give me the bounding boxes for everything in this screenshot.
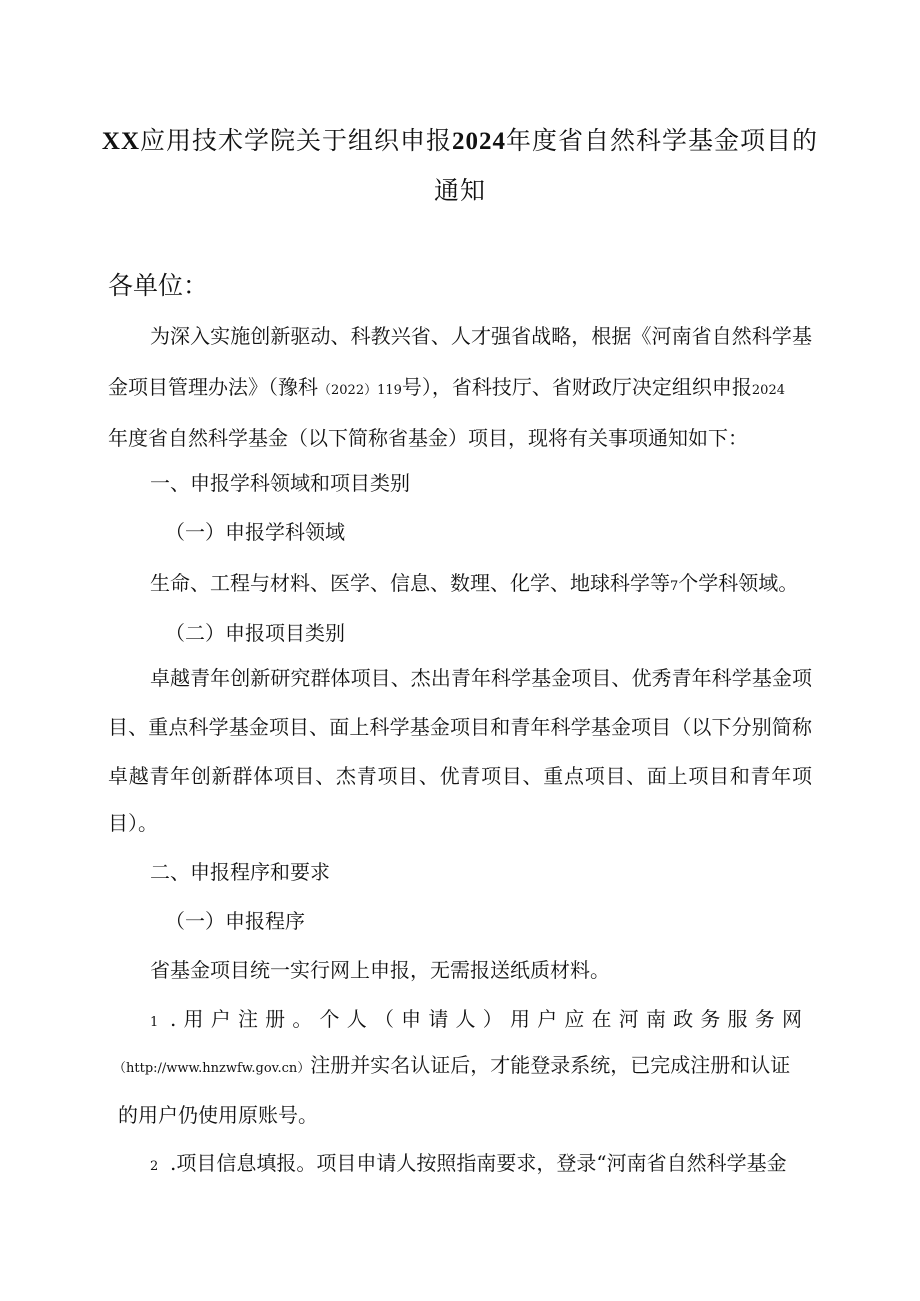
intro-2a: 金项目管理办法》（豫科 xyxy=(108,375,318,399)
step1-line-2 xyxy=(113,1055,813,1075)
step2-number: 2 xyxy=(150,1159,159,1174)
intro-line-1: 为深入实施创新驱动、科教兴省、人才强省战略，根据《河南省自然科学基 xyxy=(150,324,812,348)
intro-2d: 2024 xyxy=(751,383,785,398)
intro-line-2 xyxy=(108,377,812,397)
fields-line xyxy=(150,573,798,593)
step1-line-1 xyxy=(150,1009,812,1029)
step1-line-3: 的用户仍使用原账号。 xyxy=(118,1103,318,1127)
step1-text: .用户注册。个人（申请人）用户应在河南政务服务网 xyxy=(170,1007,810,1031)
title-prefix: XX xyxy=(101,128,141,155)
procedure-intro: 省基金项目统一实行网上申报，无需报送纸质材料。 xyxy=(150,958,610,982)
notice-title-line2: 通知 xyxy=(433,176,486,205)
title-suffix: 年度省自然科学基金项目的 xyxy=(506,126,819,155)
section2-sub1: （一）申报程序 xyxy=(165,909,305,933)
intro-line-3: 年度省自然科学基金（以下简称省基金）项目，现将有关事项通知如下： xyxy=(108,426,748,450)
types-line-4: 目）。 xyxy=(108,811,158,835)
step1-url: （http://www.hnzwfw.gov.cn） xyxy=(113,1061,311,1076)
types-line-1: 卓越青年创新研究群体项目、杰出青年科学基金项目、优秀青年科学基金项 xyxy=(150,666,812,690)
section1-heading: 一、申报学科领域和项目类别 xyxy=(150,471,410,495)
section1-sub1: （一）申报学科领域 xyxy=(165,520,345,544)
intro-2c: 号），省科技厅、省财政厅决定组织申报 xyxy=(401,375,752,399)
notice-title-line1 xyxy=(100,128,820,154)
section1-sub2: （二）申报项目类别 xyxy=(165,621,345,645)
section2-heading: 二、申报程序和要求 xyxy=(150,860,330,884)
fields-b: 7 xyxy=(670,579,679,594)
step2-text: .项目信息填报。项目申请人按照指南要求，登录“河南省自然科学基金 xyxy=(170,1151,787,1175)
types-line-2: 目、重点科学基金项目、面上科学基金项目和青年科学基金项目（以下分别简称 xyxy=(108,715,812,739)
fields-c: 个学科领域。 xyxy=(678,571,799,595)
step1-number: 1 xyxy=(150,1015,159,1030)
title-mid: 应用技术学院关于组织申报 xyxy=(140,126,453,155)
salutation: 各单位： xyxy=(108,271,209,300)
title-year: 2024 xyxy=(452,128,507,155)
step2-line-1 xyxy=(150,1153,812,1173)
step1-text-2: 注册并实名认证后，才能登录系统，已完成注册和认证 xyxy=(310,1053,791,1077)
types-line-3: 卓越青年创新群体项目、杰青项目、优青项目、重点项目、面上项目和青年项 xyxy=(108,764,812,788)
intro-2b: （2022）119 xyxy=(318,383,402,398)
fields-a: 生命、工程与材料、医学、信息、数理、化学、地球科学等 xyxy=(150,571,670,595)
